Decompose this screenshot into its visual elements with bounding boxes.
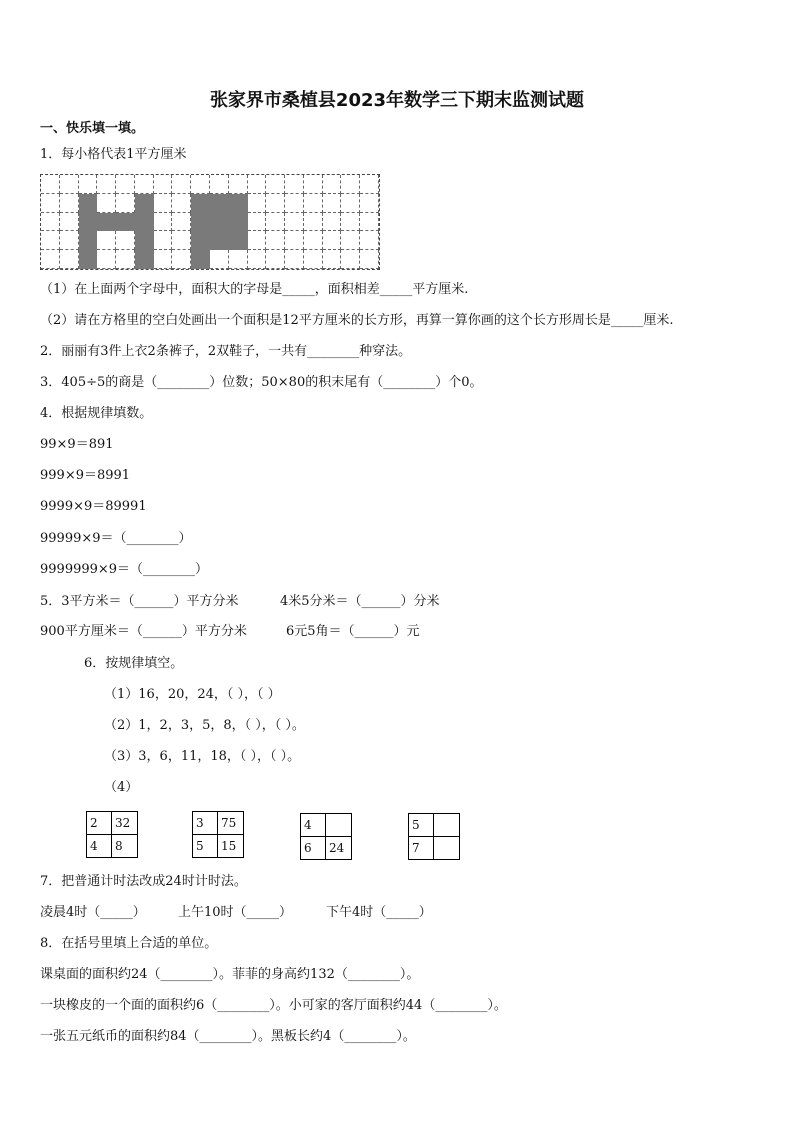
grid-cell <box>323 250 342 269</box>
grid-cell <box>154 250 173 269</box>
grid-cell <box>97 231 116 250</box>
grid-cell <box>41 250 60 269</box>
box-cell: 6 <box>301 837 326 860</box>
number-box-3 <box>300 813 352 860</box>
grid-cell <box>135 194 154 213</box>
question-4-line-4: 99999×9＝（________） <box>40 531 192 546</box>
grid-cell <box>229 175 248 194</box>
grid-cell <box>360 194 379 213</box>
question-6-sub4: （4） <box>104 780 139 795</box>
grid-cell <box>210 175 229 194</box>
grid-cell <box>323 175 342 194</box>
question-4-line-2: 999×9＝8991 <box>40 468 131 483</box>
grid-cell <box>191 213 210 232</box>
grid-cell <box>210 194 229 213</box>
question-7-b: 上午10时（_____） <box>178 905 293 920</box>
question-5-a: 5．3平方米＝（______）平方分米 <box>40 594 239 609</box>
box-cell <box>326 814 351 837</box>
grid-cell <box>285 231 304 250</box>
grid-cell <box>172 175 191 194</box>
question-5-c: 900平方厘米＝（______）平方分米 <box>40 624 247 639</box>
grid-cell <box>41 194 60 213</box>
box-cell <box>434 814 459 837</box>
question-6-sub1: （1）16，20，24，（ ），（ ） <box>104 687 281 702</box>
grid-cell <box>79 194 98 213</box>
box-cell: 2 <box>87 812 112 835</box>
grid-cell <box>266 194 285 213</box>
grid-cell <box>285 194 304 213</box>
grid-cell <box>135 175 154 194</box>
grid-cell <box>172 231 191 250</box>
grid-cell <box>248 213 267 232</box>
question-1-sub2: （2）请在方格里的空白处画出一个面积是12平方厘米的长方形，再算一算你画的这个长方形周长是_____厘米. <box>40 313 674 328</box>
box-cell: 32 <box>112 812 137 835</box>
number-box-1 <box>86 811 138 858</box>
grid-cell <box>116 194 135 213</box>
question-4-line-3: 9999×9＝89991 <box>40 499 147 514</box>
question-8-line-2: 一块橡皮的一个面的面积约6（________）。小可家的客厅面积约44（________）。 <box>40 998 507 1013</box>
grid-cell <box>172 250 191 269</box>
grid-cell <box>248 231 267 250</box>
grid-cell <box>116 175 135 194</box>
grid-cell <box>323 194 342 213</box>
grid-cell <box>304 194 323 213</box>
grid-cell <box>341 250 360 269</box>
grid-cell <box>154 231 173 250</box>
grid-cell <box>360 250 379 269</box>
grid-cell <box>341 194 360 213</box>
grid-cell <box>41 231 60 250</box>
grid-cell <box>79 175 98 194</box>
square-grid-figure <box>40 174 380 270</box>
grid-cell <box>266 175 285 194</box>
question-5-b: 4米5分米＝（______）分米 <box>280 594 440 609</box>
grid-cell <box>229 250 248 269</box>
question-6-label: 6．按规律填空。 <box>84 656 184 671</box>
grid-cell <box>248 194 267 213</box>
grid-cell <box>191 231 210 250</box>
grid-cell <box>248 250 267 269</box>
grid-cell <box>304 213 323 232</box>
grid-cell <box>285 213 304 232</box>
grid-cell <box>97 213 116 232</box>
grid-cell <box>210 250 229 269</box>
grid-cell <box>116 213 135 232</box>
grid-cell <box>304 175 323 194</box>
grid-cell <box>341 231 360 250</box>
grid-cell <box>154 213 173 232</box>
box-cell: 7 <box>409 837 434 860</box>
grid-cell <box>323 213 342 232</box>
grid-cell <box>116 231 135 250</box>
grid-cell <box>285 175 304 194</box>
question-8-line-1: 课桌面的面积约24（________）。菲菲的身高约132（________）。 <box>40 967 420 982</box>
grid-cell <box>210 213 229 232</box>
grid-cell <box>191 175 210 194</box>
grid-cell <box>154 194 173 213</box>
number-box-2 <box>192 811 244 858</box>
grid-cell <box>341 175 360 194</box>
grid-cell <box>266 213 285 232</box>
grid-cell <box>60 213 79 232</box>
grid-cell <box>360 175 379 194</box>
grid-cell <box>323 231 342 250</box>
grid-cell <box>41 175 60 194</box>
question-1-sub1: （1）在上面两个字母中，面积大的字母是_____，面积相差_____平方厘米. <box>40 282 469 297</box>
question-8-line-3: 一张五元纸币的面积约84（________）。黑板长约4（________）。 <box>40 1029 416 1044</box>
grid-cell <box>154 175 173 194</box>
box-cell: 3 <box>193 812 218 835</box>
box-cell <box>434 837 459 860</box>
number-box-4 <box>408 813 460 860</box>
question-7-a: 凌晨4时（_____） <box>40 905 146 920</box>
box-cell: 5 <box>409 814 434 837</box>
box-cell: 15 <box>221 838 237 853</box>
grid-cell <box>79 213 98 232</box>
grid-cell <box>41 213 60 232</box>
grid-cell <box>210 231 229 250</box>
grid-cell <box>60 175 79 194</box>
grid-cell <box>172 194 191 213</box>
grid-cell <box>97 250 116 269</box>
grid-cell <box>60 250 79 269</box>
grid-cell <box>135 231 154 250</box>
grid-cell <box>79 250 98 269</box>
grid-cell <box>229 231 248 250</box>
grid-cell <box>191 250 210 269</box>
box-cell: 8 <box>115 838 123 853</box>
question-4-label: 4．根据规律填数。 <box>40 406 153 421</box>
grid-cell <box>60 231 79 250</box>
box-cell: 75 <box>218 812 243 835</box>
grid-cell <box>135 213 154 232</box>
grid-cell <box>285 250 304 269</box>
question-1-label: 1．每小格代表1平方厘米 <box>40 147 187 162</box>
grid-cell <box>266 231 285 250</box>
question-2: 2．丽丽有3件上衣2条裤子，2双鞋子，一共有________种穿法。 <box>40 344 412 359</box>
grid-cell <box>191 194 210 213</box>
question-7-c: 下午4时（_____） <box>326 905 432 920</box>
grid-cell <box>79 231 98 250</box>
box-cell: 4 <box>301 814 326 837</box>
page-title: 张家界市桑植县2023年数学三下期末监测试题 <box>209 90 585 111</box>
grid-cell <box>266 250 285 269</box>
grid-cell <box>341 213 360 232</box>
box-cell: 5 <box>193 835 218 858</box>
question-8-label: 8．在括号里填上合适的单位。 <box>40 936 218 951</box>
grid-cell <box>116 250 135 269</box>
grid-cell <box>172 213 191 232</box>
grid-cell <box>304 250 323 269</box>
grid-cell <box>60 194 79 213</box>
question-4-line-5: 9999999×9＝（________） <box>40 562 209 577</box>
grid-cell <box>360 213 379 232</box>
grid-cell <box>135 250 154 269</box>
grid-cell <box>97 194 116 213</box>
question-3: 3．405÷5的商是（________）位数；50×80的积末尾有（________）个0。 <box>40 375 483 390</box>
box-cell: 4 <box>87 835 112 858</box>
grid-cell <box>97 175 116 194</box>
question-4-line-1: 99×9＝891 <box>40 437 114 452</box>
question-5-d: 6元5角＝（______）元 <box>286 624 420 639</box>
grid-cell <box>304 231 323 250</box>
grid-cell <box>229 194 248 213</box>
question-6-sub3: （3）3，6，11，18，（ ），（ ）。 <box>104 749 301 764</box>
grid-cell <box>360 231 379 250</box>
section-heading: 一、快乐填一填。 <box>40 121 145 136</box>
grid-cell <box>229 213 248 232</box>
question-7-label: 7．把普通计时法改成24时计时法。 <box>40 874 247 889</box>
box-cell: 24 <box>329 840 345 855</box>
grid-cell <box>248 175 267 194</box>
question-6-sub2: （2）1，2，3，5，8，（ ），（ ）。 <box>104 718 305 733</box>
